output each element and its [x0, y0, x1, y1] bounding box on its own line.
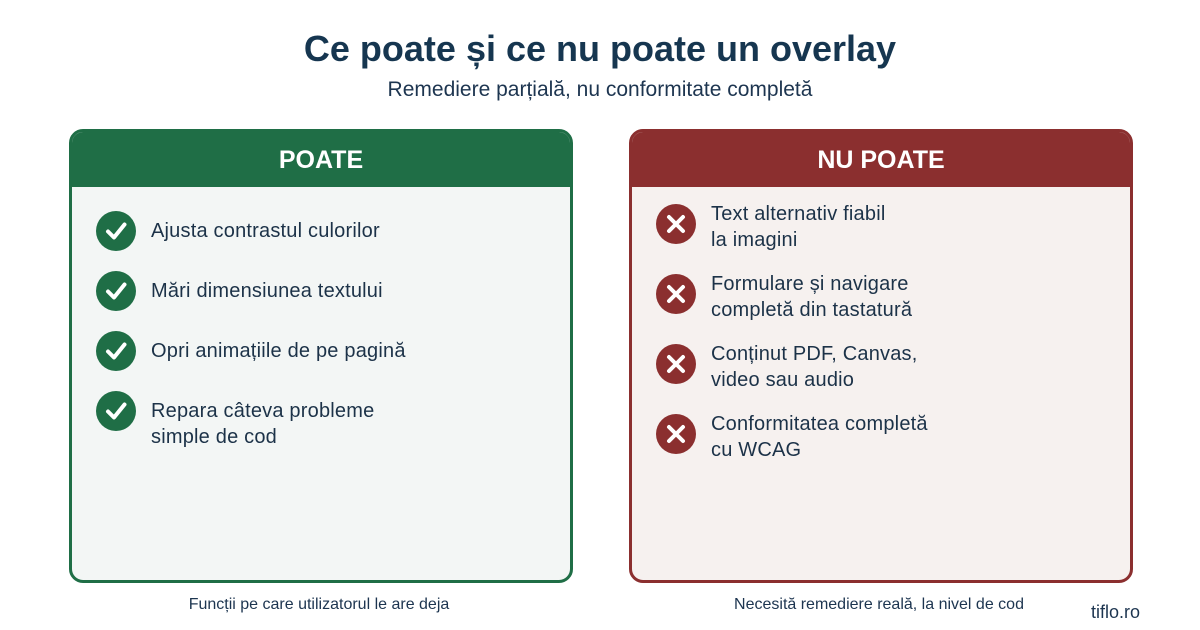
can-item: [96, 391, 374, 450]
x-icon: [656, 274, 696, 314]
cannot-item-line: Conținut PDF, Canvas,: [711, 343, 918, 365]
x-icon: [656, 414, 696, 454]
cannot-item: [656, 411, 928, 463]
cannot-panel: [629, 129, 1133, 583]
cannot-item-line: completă din tastatură: [711, 299, 913, 321]
cannot-footer-caption: Necesită remediere reală, la nivel de cod: [734, 596, 1024, 613]
can-item-line: simple de cod: [151, 426, 277, 448]
x-icon: [656, 204, 696, 244]
can-item: [96, 211, 380, 251]
cannot-panel-heading: NU POATE: [632, 132, 1130, 187]
cannot-item: [656, 271, 912, 323]
brand-label: tiflo.ro: [1090, 602, 1140, 622]
x-icon: [656, 344, 696, 384]
check-icon: [96, 391, 136, 431]
can-item: [96, 271, 383, 311]
can-footer-caption: Funcții pe care utilizatorul le are deja: [188, 596, 450, 613]
cannot-item-line: la imagini: [711, 229, 798, 251]
can-item-line: Repara câteva probleme: [151, 400, 375, 422]
check-icon: [96, 211, 136, 251]
can-item: [96, 331, 406, 371]
cannot-item: [656, 341, 918, 393]
check-icon: [96, 331, 136, 371]
cannot-item: [656, 201, 885, 253]
can-item-line: Ajusta contrastul culorilor: [151, 220, 380, 242]
check-icon: [96, 271, 136, 311]
can-item-line: Opri animațiile de pe pagină: [151, 340, 406, 362]
cannot-item-line: video sau audio: [711, 369, 855, 391]
can-item-line: Mări dimensiunea textului: [151, 280, 383, 302]
page-subtitle: Remediere parțială, nu conformitate completă: [387, 78, 813, 101]
page-title: Ce poate și ce nu poate un overlay: [303, 28, 897, 69]
cannot-item-line: cu WCAG: [711, 439, 802, 461]
cannot-item-line: Conformitatea completă: [711, 413, 928, 435]
can-panel: [69, 129, 573, 583]
cannot-item-line: Formulare și navigare: [711, 273, 909, 295]
can-panel-heading: POATE: [72, 132, 570, 187]
cannot-item-line: Text alternativ fiabil: [711, 203, 886, 225]
